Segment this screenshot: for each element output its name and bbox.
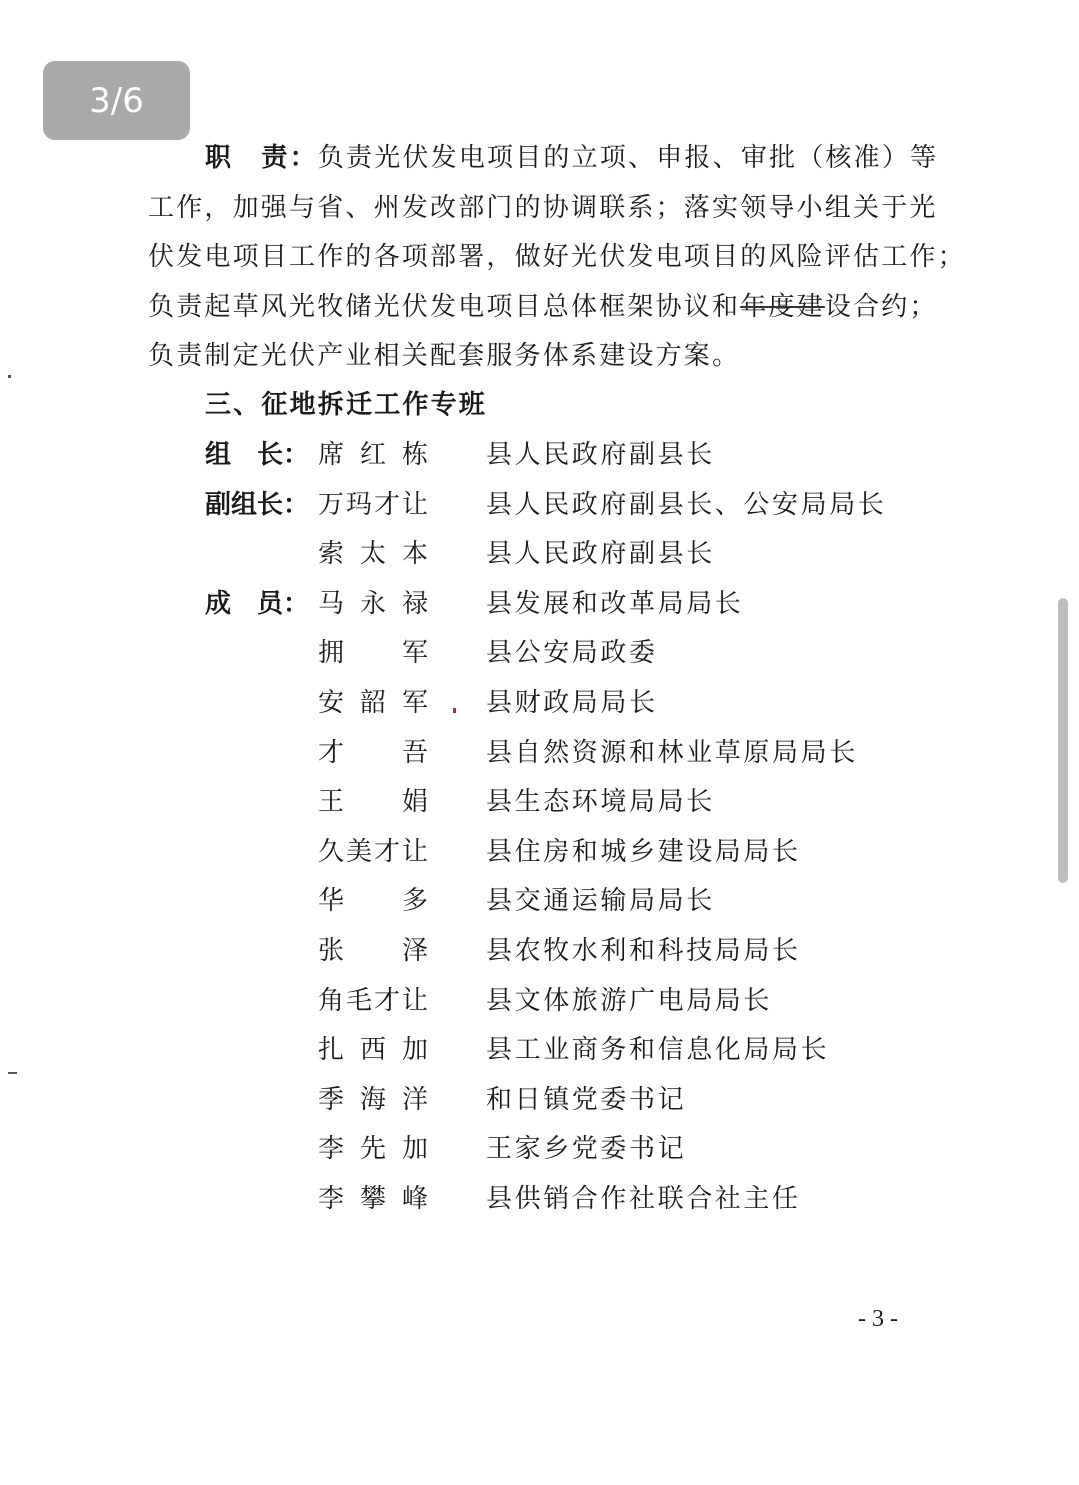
member-name: 拥 军: [318, 638, 428, 668]
member-title: 县文体旅游广电局局长: [486, 986, 773, 1016]
duties-text-1: 负责光伏发电项目的立项、申报、审批（核准）等: [317, 143, 939, 173]
page-number: - 3 -: [858, 1306, 898, 1332]
member-title: 县发展和改革局局长: [486, 589, 744, 619]
duties-text-4b: 设合约；: [824, 292, 938, 322]
role-label: 成 员：: [205, 589, 310, 619]
member-title: 县自然资源和林业草原局局长: [486, 738, 858, 768]
member-name: 席 红 栋: [318, 440, 428, 470]
member-title: 县工业商务和信息化局局长: [486, 1035, 830, 1065]
member-title: 县财政局局长: [486, 688, 658, 718]
member-title: 县农牧水利和科技局局长: [486, 936, 801, 966]
scan-speck: [8, 375, 11, 378]
role-label: 组 长：: [205, 440, 310, 470]
member-title: 县生态环境局局长: [486, 787, 715, 817]
member-name: 李 攀 峰: [318, 1184, 428, 1214]
member-name: 万 玛 才 让: [318, 490, 428, 520]
scan-speck: [453, 708, 456, 713]
duties-line-3: 伏发电项目工作的各项部署，做好光伏发电项目的风险评估工作；: [148, 242, 966, 272]
member-name: 马 永 禄: [318, 589, 428, 619]
duties-label: 职 责：: [205, 143, 318, 173]
member-name: 李 先 加: [318, 1134, 428, 1164]
member-title: 县人民政府副县长: [486, 539, 715, 569]
member-title: 和日镇党委书记: [486, 1085, 687, 1115]
member-title: 县交通运输局局长: [486, 886, 715, 916]
duties-line-5: 负责制定光伏产业相关配套服务体系建设方案。: [148, 341, 741, 371]
member-name: 才 吾: [318, 738, 428, 768]
duties-text-4a: 负责起草风光牧储光伏发电项目总体框架协议和: [148, 292, 741, 322]
member-name: 角 毛 才 让: [318, 986, 428, 1016]
member-title: 县住房和城乡建设局局长: [486, 837, 801, 867]
member-title: 县人民政府副县长: [486, 440, 715, 470]
member-name: 扎 西 加: [318, 1035, 428, 1065]
member-name: 华 多: [318, 886, 428, 916]
scan-speck: [8, 1072, 17, 1074]
scrollbar-thumb[interactable]: [1058, 598, 1068, 883]
member-name: 安 韶 军: [318, 688, 428, 718]
duties-text-4-struck: 年度建: [740, 292, 825, 322]
duties-line-2: 工作，加强与省、州发改部门的协调联系；落实领导小组关于光: [148, 193, 938, 223]
member-title: 县人民政府副县长、公安局局长: [486, 490, 887, 520]
member-name: 索 太 本: [318, 539, 428, 569]
section-heading: 三、征地拆迁工作专班: [205, 390, 488, 420]
page-indicator: 3/6: [43, 61, 190, 140]
member-title: 王家乡党委书记: [486, 1134, 687, 1164]
member-name: 张 泽: [318, 936, 428, 966]
member-name: 久 美 才 让: [318, 837, 428, 867]
duties-line-4: [148, 290, 938, 324]
member-title: 县公安局政委: [486, 638, 658, 668]
member-title: 县供销合作社联合社主任: [486, 1184, 801, 1214]
role-label: 副组长：: [205, 490, 310, 520]
duties-line-1: [205, 141, 938, 175]
member-name: 王 娟: [318, 787, 428, 817]
member-name: 季 海 洋: [318, 1085, 428, 1115]
